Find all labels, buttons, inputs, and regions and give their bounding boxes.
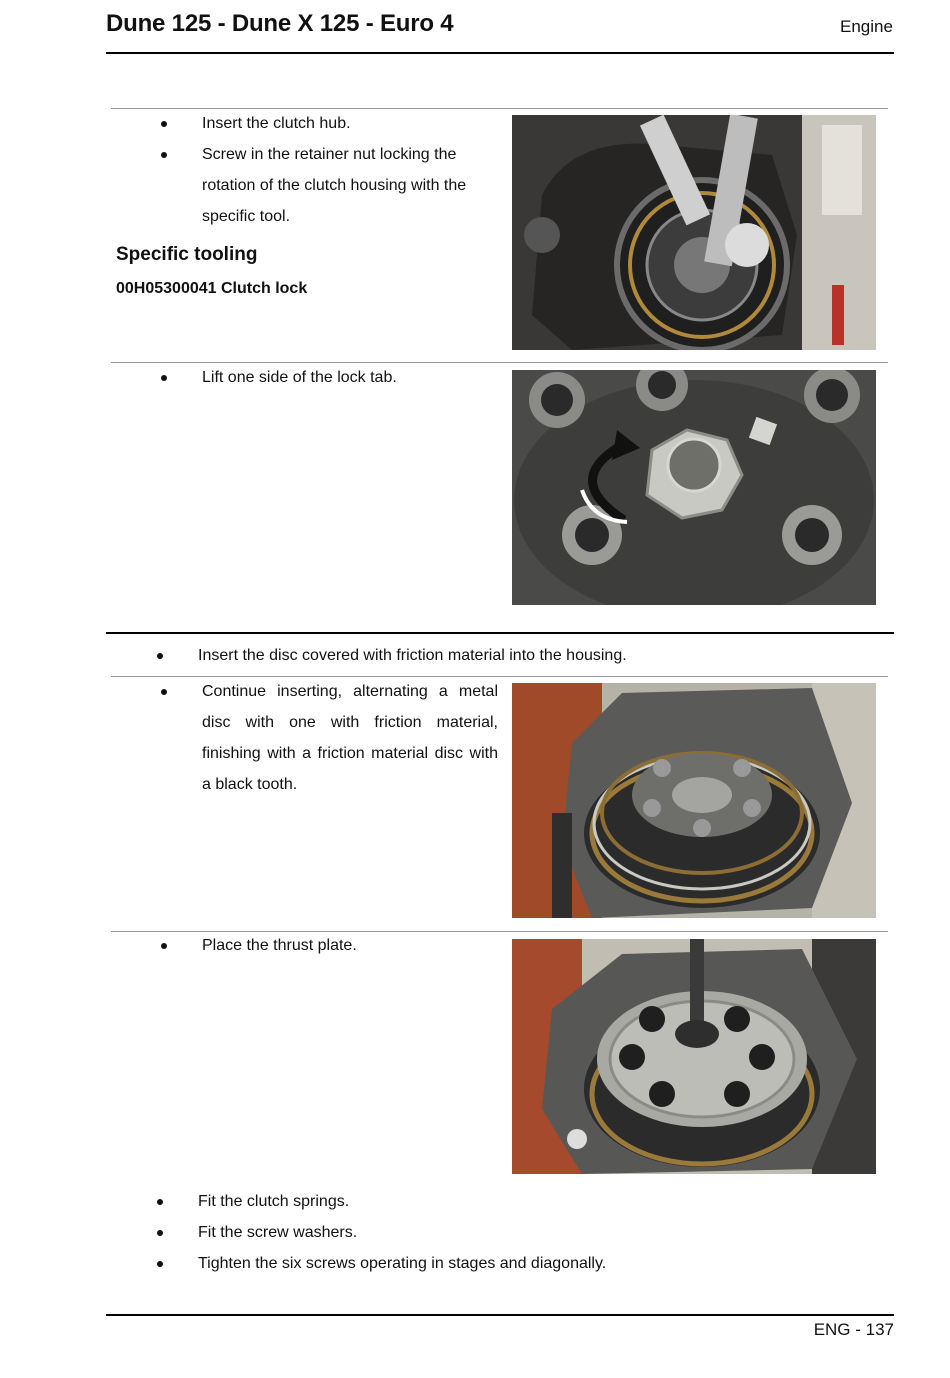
page-number: ENG - 137: [813, 1320, 894, 1339]
step-text: Fit the clutch springs.: [198, 1193, 350, 1210]
lock-tab-nut-photo: [512, 370, 876, 605]
step-text: Insert the clutch hub.: [202, 115, 351, 132]
section-name: Engine: [840, 17, 893, 36]
bullet-dot: [161, 943, 167, 949]
step-text: Screw in the retainer nut locking the rotation of the clutch housing with the specific tool.: [202, 146, 467, 225]
step-text: Tighten the six screws operating in stages and diagonally.: [198, 1255, 607, 1272]
bullet-dot: [157, 1230, 163, 1236]
bullet-dot: [161, 121, 167, 127]
clutch-lock-tool-photo: [512, 115, 876, 350]
bullet-dot: [161, 375, 167, 381]
tool-code: 00H05300041 Clutch lock: [116, 280, 308, 297]
bullet-dot: [161, 689, 167, 695]
section-rule: [106, 632, 894, 634]
page-title: Dune 125 - Dune X 125 - Euro 4: [106, 10, 454, 37]
thrust-plate-photo: [512, 939, 876, 1174]
bullet-dot: [157, 1261, 163, 1267]
step-text: Place the thrust plate.: [202, 937, 357, 954]
tooling-heading: Specific tooling: [116, 244, 258, 265]
step-text: Insert the disc covered with friction material into the housing.: [198, 647, 627, 664]
bullet-dot: [157, 653, 163, 659]
step-text: Fit the screw washers.: [198, 1224, 358, 1241]
clutch-disc-stack-photo: [512, 683, 876, 918]
bullet-dot: [157, 1199, 163, 1205]
footer-rule: [106, 1314, 894, 1316]
bullet-dot: [161, 152, 167, 158]
step-text: Continue inserting, alternating a metal disc with one with friction material, finishing with a friction material disc with a black tooth.: [202, 683, 498, 793]
step-text: Lift one side of the lock tab.: [202, 369, 397, 386]
header-rule: [106, 52, 894, 54]
